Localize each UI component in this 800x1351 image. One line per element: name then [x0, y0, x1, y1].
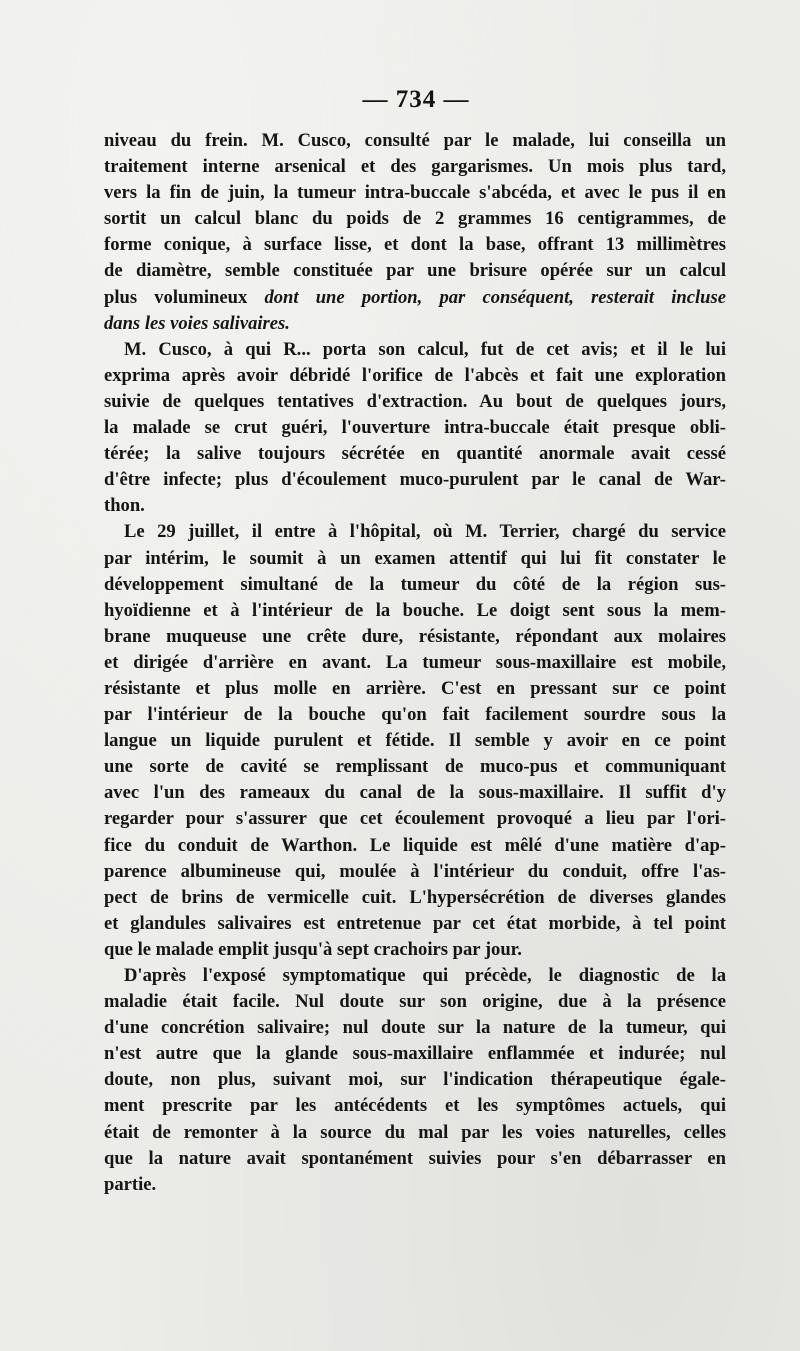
text-line-content: exprima après avoir débridé l'orifice de l'abcès et fait une exploration — [104, 364, 726, 386]
text-line-content: parence albumineuse qui, moulée à l'intérieur du conduit, offre l'as- — [104, 860, 726, 882]
text-line — [104, 702, 726, 728]
text-line-content: avec l'un des rameaux du canal de la sous-maxillaire. Il suffit d'y — [104, 782, 726, 804]
text-line — [104, 415, 726, 441]
text-line-content: sortit un calcul blanc du poids de 2 grammes 16 centigrammes, de — [104, 208, 726, 230]
text-line — [104, 546, 726, 572]
text-line — [104, 1093, 726, 1119]
text-line-content: par l'intérieur de la bouche qu'on fait facilement sourdre sous la — [104, 704, 726, 726]
text-line — [104, 441, 726, 467]
text-line — [104, 311, 726, 337]
text-line-content: une sorte de cavité se remplissant de muco-pus et communiquant — [104, 756, 726, 778]
text-line-content: était de remonter à la source du mal par les voies naturelles, celles — [104, 1121, 726, 1143]
text-line — [104, 572, 726, 598]
text-line — [104, 1067, 726, 1093]
text-line-content: doute, non plus, suivant moi, sur l'indication thérapeutique égale- — [104, 1069, 726, 1091]
text-line — [104, 258, 726, 284]
text-line-content: par intérim, le soumit à un examen attentif qui lui fit constater le — [104, 547, 726, 569]
page-number: — 734 — — [362, 86, 470, 113]
text-line — [104, 1120, 726, 1146]
text-line — [104, 467, 726, 493]
text-line — [104, 676, 726, 702]
text-line-content: hyoïdienne et à l'intérieur de la bouche. Le doigt sent sous la mem- — [104, 599, 726, 621]
text-line-content: pect de brins de vermicelle cuit. L'hypersécrétion de diverses glandes — [104, 886, 726, 908]
text-line-content: que le malade emplit jusqu'à sept crachoirs par jour. — [104, 938, 522, 960]
text-line-content: plus volumineux — [104, 286, 265, 308]
text-line-content: brane muqueuse une crête dure, résistante, répondant aux molaires — [104, 625, 726, 647]
text-line-content: de diamètre, semble constituée par une brisure opérée sur un calcul — [104, 260, 726, 282]
text-line-content: forme conique, à surface lisse, et dont la base, offrant 13 millimètres — [104, 234, 726, 256]
text-line — [104, 1172, 726, 1198]
text-line — [104, 833, 726, 859]
text-line-content: regarder pour s'assurer que cet écoulement provoqué a lieu par l'ori- — [104, 808, 726, 830]
text-line-content: n'est autre que la glande sous-maxillaire enflammée et indurée; nul — [104, 1043, 726, 1065]
text-line-content: niveau du frein. M. Cusco, consulté par le malade, lui conseilla un — [104, 130, 726, 151]
text-line-content: langue un liquide purulent et fétide. Il semble y avoir en ce point — [104, 730, 726, 752]
text-line-italic: dont une portion, par conséquent, resterait incluse — [264, 286, 726, 308]
text-line — [104, 128, 726, 154]
text-line — [104, 780, 726, 806]
text-line-content: développement simultané de la tumeur du côté de la région sus- — [104, 573, 726, 595]
text-line-content: traitement interne arsenical et des gargarismes. Un mois plus tard, — [104, 156, 726, 178]
text-line-content: thon. — [104, 495, 145, 517]
text-line — [104, 989, 726, 1015]
text-line — [104, 911, 726, 937]
text-line — [104, 493, 726, 519]
text-line — [104, 180, 726, 206]
text-line — [104, 624, 726, 650]
text-line-content: M. Cusco, à qui R... porta son calcul, fut de cet avis; et il le lui — [124, 338, 726, 360]
text-line — [104, 754, 726, 780]
text-line — [104, 206, 726, 232]
text-line — [104, 859, 726, 885]
text-line — [104, 285, 726, 311]
text-line-content: Le 29 juillet, il entre à l'hôpital, où M. Terrier, chargé du service — [124, 521, 726, 543]
text-line — [104, 337, 726, 363]
text-line-content: et glandules salivaires est entretenue par cet état morbide, à tel point — [104, 912, 726, 934]
text-line — [104, 154, 726, 180]
text-line-content: suivie de quelques tentatives d'extraction. Au bout de quelques jours, — [104, 390, 726, 412]
text-line — [104, 519, 726, 545]
text-line — [104, 650, 726, 676]
text-line — [104, 728, 726, 754]
text-line-content: résistante et plus molle en arrière. C'est en pressant sur ce point — [104, 677, 726, 699]
text-line-content: d'être infecte; plus d'écoulement muco-purulent par le canal de War- — [104, 469, 726, 491]
text-line-content: d'une concrétion salivaire; nul doute sur la nature de la tumeur, qui — [104, 1017, 726, 1039]
text-line-content: maladie était facile. Nul doute sur son origine, due à la présence — [104, 991, 726, 1013]
text-line — [104, 389, 726, 415]
text-line — [104, 885, 726, 911]
text-line-italic: dans les voies salivaires. — [104, 312, 290, 334]
text-line-content: vers la fin de juin, la tumeur intra-buccale s'abcéda, et avec le pus il en — [104, 182, 726, 204]
text-line — [104, 1041, 726, 1067]
text-line — [104, 937, 726, 963]
text-line-content: partie. — [104, 1173, 157, 1195]
text-line-content: que la nature avait spontanément suivies pour s'en débarrasser en — [104, 1147, 726, 1169]
text-line — [104, 232, 726, 258]
text-line — [104, 806, 726, 832]
text-line-content: térée; la salive toujours sécrétée en quantité anormale avait cessé — [104, 443, 726, 465]
text-line-content: et dirigée d'arrière en avant. La tumeur sous-maxillaire est mobile, — [104, 651, 726, 673]
text-line — [104, 598, 726, 624]
text-line — [104, 363, 726, 389]
text-line-content: la malade se crut guéri, l'ouverture intra-buccale était presque obli- — [104, 417, 726, 439]
text-line-content: ment prescrite par les antécédents et les symptômes actuels, qui — [104, 1095, 726, 1117]
text-line — [104, 1015, 726, 1041]
text-line — [104, 1146, 726, 1172]
body-text — [104, 128, 726, 1198]
text-line-content: D'après l'exposé symptomatique qui précède, le diagnostic de la — [124, 965, 726, 986]
text-line — [104, 963, 726, 989]
text-line-content: fice du conduit de Warthon. Le liquide est mêlé d'une matière d'ap- — [104, 834, 726, 856]
